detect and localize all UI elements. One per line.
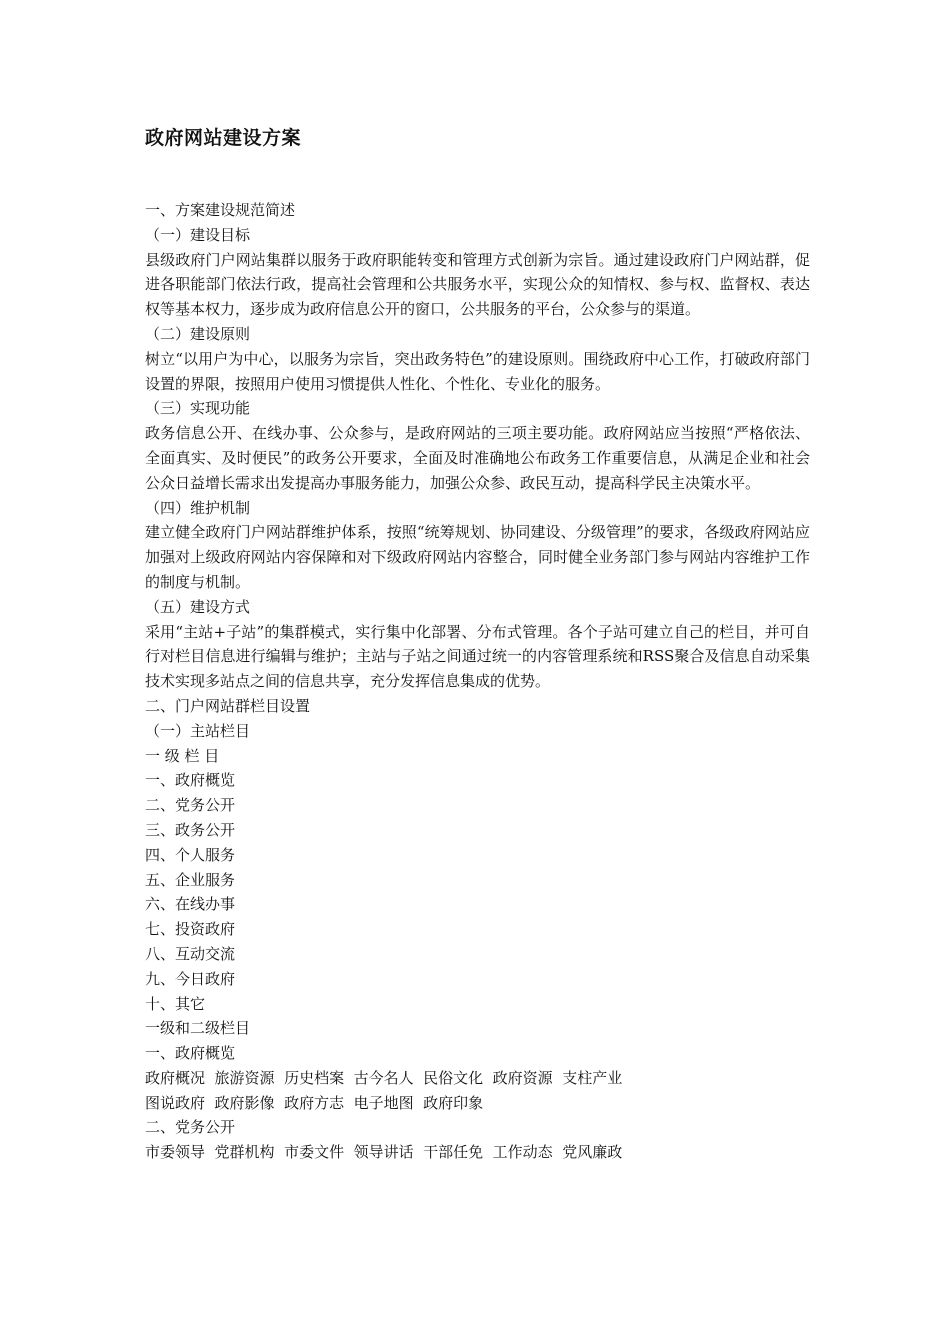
sub-heading: 一、政府概览 xyxy=(145,1044,236,1063)
list-item: 六、在线办事 xyxy=(145,895,236,914)
subsection-heading: （五）建设方式 xyxy=(145,597,251,616)
list-item: 二、党务公开 xyxy=(145,796,236,815)
list-item: 九、今日政府 xyxy=(145,969,236,988)
document-body xyxy=(145,198,810,1165)
level12-label: 一级和二级栏目 xyxy=(145,1019,251,1038)
subsection-heading: （一）主站栏目 xyxy=(145,721,251,740)
list-item: 一、政府概览 xyxy=(145,771,236,790)
document-page xyxy=(145,124,810,1165)
subsection-heading: （一）建设目标 xyxy=(145,225,251,244)
section-heading: 一、方案建设规范简述 xyxy=(145,201,296,219)
section-heading: 二、门户网站群栏目设置 xyxy=(145,696,311,715)
paragraph: 采用“主站+子站”的集群模式，实行集中化部署、分布式管理。各个子站可建立自己的栏目，并可自行对栏目信息进行编辑与维护；主站与子站之间通过统一的内容管理系统和RSS聚合及信息自动采集技术实现多站点之间的信息共享，充分发挥信息集成的优势。 xyxy=(145,622,810,691)
list-item: 三、政务公开 xyxy=(145,820,236,839)
column-list-line: 市委领导 党群机构 市委文件 领导讲话 干部任免 工作动态 党风廉政 xyxy=(145,1143,623,1162)
subsection-heading: （二）建设原则 xyxy=(145,324,251,343)
column-list-line: 图说政府 政府影像 政府方志 电子地图 政府印象 xyxy=(145,1093,484,1112)
paragraph: 县级政府门户网站集群以服务于政府职能转变和管理方式创新为宗旨。通过建设政府门户网站群，促进各职能部门依法行政，提高社会管理和公共服务水平，实现公众的知情权、参与权、监督权、表达权等基本权力，逐步成为政府信息公开的窗口，公共服务的平台，公众参与的渠道。 xyxy=(145,250,810,319)
paragraph: 树立“以用户为中心，以服务为宗旨，突出政务特色”的建设原则。围绕政府中心工作，打破政府部门设置的界限，按照用户使用习惯提供人性化、个性化、专业化的服务。 xyxy=(145,349,810,393)
list-item: 七、投资政府 xyxy=(145,920,236,939)
list-item: 四、个人服务 xyxy=(145,845,236,864)
paragraph: 政务信息公开、在线办事、公众参与，是政府网站的三项主要功能。政府网站应当按照“严格依法、全面真实、及时便民”的政务公开要求，全面及时准确地公布政务工作重要信息，从满足企业和社会公众日益增长需求出发提高办事服务能力，加强公众参、政民互动，提高科学民主决策水平。 xyxy=(145,424,810,492)
list-item: 五、企业服务 xyxy=(145,870,236,889)
list-item: 十、其它 xyxy=(145,994,206,1013)
subsection-heading: （三）实现功能 xyxy=(145,399,251,418)
paragraph: 建立健全政府门户网站群维护体系，按照“统筹规划、协同建设、分级管理”的要求，各级政府网站应加强对上级政府网站内容保障和对下级政府网站内容整合，同时健全业务部门参与网站内容维护工作的制度与机制。 xyxy=(145,523,810,591)
list-item: 八、互动交流 xyxy=(145,944,236,963)
column-list-line: 政府概况 旅游资源 历史档案 古今名人 民俗文化 政府资源 支柱产业 xyxy=(145,1068,623,1087)
level1-label: 一 级 栏 目 xyxy=(145,746,220,765)
subsection-heading: （四）维护机制 xyxy=(145,498,251,517)
sub-heading: 二、党务公开 xyxy=(145,1118,236,1137)
document-title: 政府网站建设方案 xyxy=(145,127,302,149)
